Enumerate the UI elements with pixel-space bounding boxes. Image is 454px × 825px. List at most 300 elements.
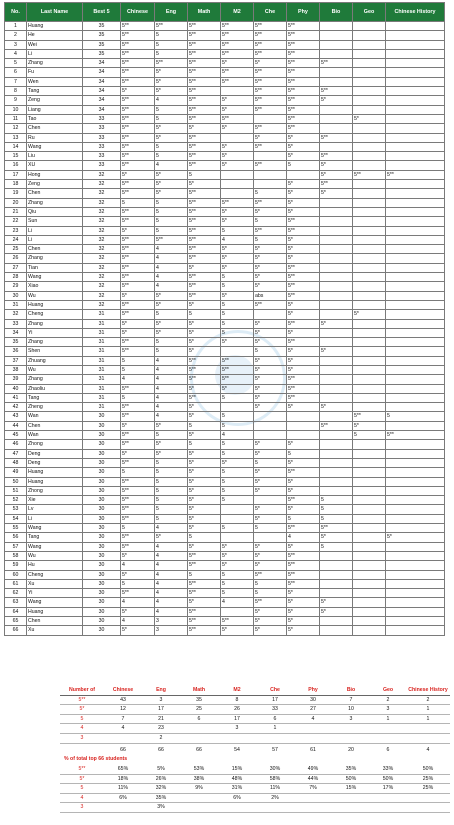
grade-cell: 5: [221, 300, 254, 309]
grade-cell: 5: [155, 152, 188, 161]
grade-cell: 5**: [121, 96, 155, 105]
grade-cell: 5**: [155, 59, 188, 68]
grade-cell: 5**: [287, 496, 320, 505]
grade-cell: [353, 124, 386, 133]
table-row: [5, 40, 445, 49]
grade-cell: [320, 105, 353, 114]
grade-count: [370, 724, 406, 734]
grade-count: [370, 733, 406, 743]
student-name: Deng: [27, 449, 83, 458]
grade-cell: 5*: [188, 338, 221, 347]
grade-cell: 5*: [254, 617, 287, 626]
grade-cell: 30: [83, 607, 121, 616]
grade-cell: 32: [83, 226, 121, 235]
grade-cell: [386, 291, 445, 300]
grade-cell: 5: [155, 105, 188, 114]
summary-header: Number of: [60, 686, 104, 695]
grade-cell: [320, 273, 353, 282]
grade-cell: [386, 68, 445, 77]
grade-cell: 5*: [254, 384, 287, 393]
grade-cell: [320, 245, 353, 254]
grade-cell: 5*: [188, 468, 221, 477]
student-name: Zhang: [27, 254, 83, 263]
grade-cell: 5**: [188, 365, 221, 374]
row-number: 40: [5, 384, 27, 393]
grade-cell: 35: [83, 40, 121, 49]
grade-cell: 5**: [287, 579, 320, 588]
grade-percent: 30%: [256, 765, 294, 774]
grade-cell: 5*: [188, 496, 221, 505]
grade-cell: 5**: [121, 40, 155, 49]
row-number: 17: [5, 170, 27, 179]
grade-percent: 50%: [370, 774, 406, 784]
grade-cell: [353, 226, 386, 235]
grade-count: 30: [294, 695, 332, 705]
grade-cell: 5: [287, 161, 320, 170]
student-name: Tang: [27, 533, 83, 542]
grade-cell: 4: [155, 161, 188, 170]
grade-cell: [386, 300, 445, 309]
grade-cell: [386, 607, 445, 616]
grade-cell: 33: [83, 152, 121, 161]
student-name: Chen: [27, 421, 83, 430]
grade-cell: abs: [254, 291, 287, 300]
row-number: 41: [5, 393, 27, 402]
grade-cell: 4: [121, 617, 155, 626]
grade-cell: [353, 217, 386, 226]
grade-cell: [386, 198, 445, 207]
grade-percent: 17%: [370, 784, 406, 794]
row-number: 63: [5, 598, 27, 607]
grade-cell: [320, 22, 353, 31]
row-number: 32: [5, 310, 27, 319]
column-header: Phy: [287, 3, 320, 22]
grade-cell: 5**: [287, 291, 320, 300]
grade-cell: 5: [254, 235, 287, 244]
summary-row: [60, 714, 450, 724]
grade-cell: 5: [121, 393, 155, 402]
table-row: [5, 449, 445, 458]
grade-cell: [353, 180, 386, 189]
grade-cell: 4: [155, 542, 188, 551]
grade-cell: [353, 533, 386, 542]
grade-cell: [386, 403, 445, 412]
grade-cell: [386, 589, 445, 598]
grade-cell: 5**: [320, 133, 353, 142]
grade-cell: 5**: [188, 49, 221, 58]
row-number: 15: [5, 152, 27, 161]
grade-cell: 5**: [254, 31, 287, 40]
total-count: 66: [158, 746, 164, 753]
student-name: Li: [27, 514, 83, 523]
student-name: Zhang: [27, 59, 83, 68]
grade-cell: [386, 598, 445, 607]
row-number: 47: [5, 449, 27, 458]
table-row: [5, 403, 445, 412]
grade-cell: 5*: [254, 263, 287, 272]
grade-cell: [386, 217, 445, 226]
grade-cell: 5*: [188, 124, 221, 133]
grade-cell: [353, 486, 386, 495]
grade-cell: 33: [83, 114, 121, 123]
grade-count: 8: [218, 695, 256, 705]
table-row: [5, 68, 445, 77]
grade-cell: 5**: [287, 282, 320, 291]
grade-cell: [353, 496, 386, 505]
grade-cell: 5*: [386, 533, 445, 542]
summary-row: [60, 695, 450, 705]
grade-cell: 5**: [287, 77, 320, 86]
grade-cell: 5: [155, 468, 188, 477]
grade-cell: 5: [121, 365, 155, 374]
grade-cell: 5**: [121, 77, 155, 86]
grade-cell: 5*: [287, 356, 320, 365]
grade-cell: 5**: [287, 49, 320, 58]
grade-cell: [353, 598, 386, 607]
student-name: Wu: [27, 551, 83, 560]
grade-cell: 5**: [188, 561, 221, 570]
grade-cell: [320, 561, 353, 570]
grade-cell: 32: [83, 273, 121, 282]
total-count: 66: [120, 746, 126, 753]
grade-label: 5**: [60, 695, 104, 705]
grade-cell: 5**: [121, 161, 155, 170]
grade-cell: 5: [155, 226, 188, 235]
grade-cell: 5*: [254, 468, 287, 477]
grade-cell: 5: [121, 579, 155, 588]
row-number: 1: [5, 22, 27, 31]
grade-cell: [320, 226, 353, 235]
grade-cell: 5**: [287, 551, 320, 560]
grade-cell: 5**: [353, 170, 386, 179]
grade-cell: 5*: [254, 440, 287, 449]
student-name: Li: [27, 235, 83, 244]
grade-cell: 4: [155, 254, 188, 263]
grade-cell: 5**: [188, 235, 221, 244]
grade-cell: [386, 338, 445, 347]
grade-cell: 4: [155, 356, 188, 365]
grade-percent: [332, 803, 370, 813]
grade-cell: [386, 375, 445, 384]
grade-cell: 5**: [188, 589, 221, 598]
grade-cell: 5**: [155, 235, 188, 244]
grade-cell: 5: [155, 496, 188, 505]
grade-cell: 30: [83, 505, 121, 514]
total-count: 20: [348, 746, 354, 753]
grade-cell: 5**: [121, 412, 155, 421]
grade-percent: [370, 803, 406, 813]
grade-cell: 32: [83, 235, 121, 244]
student-name: Cheng: [27, 570, 83, 579]
grade-cell: 5**: [188, 142, 221, 151]
grade-cell: [320, 589, 353, 598]
grade-cell: 5**: [121, 133, 155, 142]
grade-cell: [386, 77, 445, 86]
table-row: [5, 217, 445, 226]
grade-cell: 3: [155, 617, 188, 626]
grade-cell: 5: [221, 226, 254, 235]
row-number: 26: [5, 254, 27, 263]
summary-header: Bio: [332, 686, 370, 695]
grade-count: 2: [406, 695, 450, 705]
grade-cell: 30: [83, 449, 121, 458]
table-row: [5, 561, 445, 570]
grade-cell: 5*: [221, 105, 254, 114]
student-name: Wan: [27, 412, 83, 421]
table-row: [5, 393, 445, 402]
grade-cell: 5*: [254, 393, 287, 402]
grade-cell: 5**: [188, 59, 221, 68]
grade-cell: 5**: [287, 31, 320, 40]
grade-cell: 32: [83, 198, 121, 207]
grade-count: 3: [218, 724, 256, 734]
grade-cell: 34: [83, 105, 121, 114]
row-number: 66: [5, 626, 27, 635]
grade-cell: 5*: [254, 328, 287, 337]
student-name: Zhaoliu: [27, 384, 83, 393]
grade-count: 25: [180, 705, 218, 715]
grade-cell: 5: [155, 40, 188, 49]
grade-label: 5*: [60, 774, 104, 784]
percent-row: [60, 784, 450, 794]
grade-cell: 5: [320, 496, 353, 505]
grade-cell: [386, 142, 445, 151]
grade-cell: 5*: [254, 403, 287, 412]
percent-row: [60, 803, 450, 813]
grade-cell: 34: [83, 68, 121, 77]
table-row: [5, 114, 445, 123]
grade-cell: [320, 31, 353, 40]
grade-cell: 30: [83, 626, 121, 635]
row-number: 11: [5, 114, 27, 123]
student-name: Xie: [27, 496, 83, 505]
row-number: 28: [5, 273, 27, 282]
grade-cell: [320, 626, 353, 635]
table-row: [5, 338, 445, 347]
grade-cell: [353, 189, 386, 198]
grade-cell: 5: [155, 347, 188, 356]
grade-cell: 5**: [287, 524, 320, 533]
student-name: Qiu: [27, 207, 83, 216]
student-name: Huang: [27, 607, 83, 616]
grade-cell: [254, 431, 287, 440]
grade-cell: 5**: [188, 207, 221, 216]
grade-cell: 4: [287, 533, 320, 542]
grade-cell: 31: [83, 328, 121, 337]
grade-cell: [320, 440, 353, 449]
grade-percent: 15%: [218, 765, 256, 774]
grade-cell: 5: [155, 338, 188, 347]
row-number: 46: [5, 440, 27, 449]
grade-cell: [353, 105, 386, 114]
grade-cell: 5**: [287, 273, 320, 282]
grade-cell: 5**: [121, 142, 155, 151]
grade-cell: 30: [83, 421, 121, 430]
grade-cell: [386, 105, 445, 114]
total-count: 61: [310, 746, 316, 753]
grade-cell: 5*: [121, 551, 155, 560]
grade-cell: 5*: [254, 514, 287, 523]
grade-cell: [353, 282, 386, 291]
row-number: 7: [5, 77, 27, 86]
row-number: 6: [5, 68, 27, 77]
grade-count: [406, 724, 450, 734]
grade-cell: 5: [188, 421, 221, 430]
grade-percent: 35%: [332, 765, 370, 774]
grade-cell: 5*: [188, 542, 221, 551]
grade-percent: 9%: [180, 784, 218, 794]
table-row: [5, 235, 445, 244]
grade-cell: 5**: [188, 607, 221, 616]
table-row: [5, 421, 445, 430]
student-name: Wan: [27, 431, 83, 440]
grade-count: 3: [142, 695, 180, 705]
grade-cell: 31: [83, 375, 121, 384]
grade-cell: 5**: [121, 338, 155, 347]
grade-cell: 5**: [121, 310, 155, 319]
grade-cell: 4: [155, 282, 188, 291]
table-row: [5, 626, 445, 635]
table-row: [5, 524, 445, 533]
grade-cell: 5*: [121, 319, 155, 328]
student-name: Tao: [27, 114, 83, 123]
grade-cell: [386, 245, 445, 254]
grade-cell: 5**: [221, 617, 254, 626]
row-number: 24: [5, 235, 27, 244]
grade-cell: 5*: [188, 458, 221, 467]
summary-header: Chinese History: [406, 686, 450, 695]
grade-cell: [287, 170, 320, 179]
grade-cell: 5*: [188, 180, 221, 189]
table-row: [5, 273, 445, 282]
grade-cell: 32: [83, 217, 121, 226]
grade-cell: 5**: [287, 226, 320, 235]
grade-cell: 5*: [188, 505, 221, 514]
grade-cell: 5**: [121, 347, 155, 356]
grade-count: 1: [406, 714, 450, 724]
grade-cell: 5*: [353, 114, 386, 123]
grade-cell: [353, 617, 386, 626]
grade-cell: 30: [83, 551, 121, 560]
grade-cell: 5: [386, 412, 445, 421]
grade-percent: 58%: [256, 774, 294, 784]
student-name: Wang: [27, 524, 83, 533]
grade-cell: 31: [83, 338, 121, 347]
grade-cell: [320, 477, 353, 486]
student-name: Chen: [27, 617, 83, 626]
grade-cell: 5: [121, 524, 155, 533]
table-row: [5, 412, 445, 421]
summary-header: M2: [218, 686, 256, 695]
grade-cell: [221, 87, 254, 96]
percent-row: [60, 774, 450, 784]
grade-count: [180, 733, 218, 743]
student-name: Chen: [27, 245, 83, 254]
grade-cell: 5**: [188, 282, 221, 291]
grade-cell: 5*: [320, 96, 353, 105]
grade-cell: [353, 263, 386, 272]
table-row: [5, 105, 445, 114]
grade-cell: 5**: [254, 40, 287, 49]
grade-cell: 5*: [254, 626, 287, 635]
grade-cell: [320, 551, 353, 560]
student-name: Wu: [27, 365, 83, 374]
student-name: Zeng: [27, 96, 83, 105]
student-name: Wang: [27, 598, 83, 607]
grade-cell: 5**: [221, 31, 254, 40]
grade-cell: 5*: [188, 514, 221, 523]
grade-cell: 5**: [287, 338, 320, 347]
grade-percent-table: [60, 765, 450, 813]
grade-cell: 5**: [287, 105, 320, 114]
results-table-header: [5, 3, 445, 22]
grade-cell: 5**: [221, 375, 254, 384]
grade-cell: 5**: [254, 22, 287, 31]
total-count: 54: [234, 746, 240, 753]
grade-cell: 5**: [121, 514, 155, 523]
grade-cell: [221, 533, 254, 542]
grade-cell: 5**: [121, 217, 155, 226]
grade-cell: 4: [155, 263, 188, 272]
student-name: Zhang: [27, 198, 83, 207]
grade-cell: 5**: [221, 77, 254, 86]
row-number: 20: [5, 198, 27, 207]
grade-cell: [353, 328, 386, 337]
table-row: [5, 579, 445, 588]
grade-percent: 44%: [294, 774, 332, 784]
grade-cell: 33: [83, 142, 121, 151]
student-name: Sun: [27, 217, 83, 226]
grade-cell: [320, 114, 353, 123]
grade-label: 5**: [60, 765, 104, 774]
table-row: [5, 77, 445, 86]
total-count: 6: [386, 746, 390, 753]
student-name: Wang: [27, 273, 83, 282]
column-header: Bio: [320, 3, 353, 22]
grade-cell: 30: [83, 486, 121, 495]
grade-cell: 4: [155, 579, 188, 588]
grade-cell: 5**: [121, 589, 155, 598]
grade-percent: [218, 803, 256, 813]
student-name: Wei: [27, 40, 83, 49]
grade-cell: 5*: [254, 486, 287, 495]
grade-cell: [353, 291, 386, 300]
grade-cell: 5*: [320, 403, 353, 412]
grade-cell: 5: [221, 570, 254, 579]
student-name: XU: [27, 161, 83, 170]
grade-count: 12: [104, 705, 142, 715]
grade-percent: 5%: [142, 765, 180, 774]
table-row: [5, 440, 445, 449]
table-row: [5, 22, 445, 31]
grade-count: 7: [332, 695, 370, 705]
grade-count: 23: [142, 724, 180, 734]
grade-cell: [386, 254, 445, 263]
grade-cell: [386, 496, 445, 505]
grade-cell: 5*: [320, 347, 353, 356]
grade-cell: 31: [83, 319, 121, 328]
table-row: [5, 170, 445, 179]
grade-cell: 5: [155, 31, 188, 40]
grade-cell: 5**: [386, 431, 445, 440]
grade-cell: [386, 347, 445, 356]
grade-cell: 5*: [287, 542, 320, 551]
grade-percent: 53%: [180, 765, 218, 774]
table-row: [5, 87, 445, 96]
grade-cell: 35: [83, 31, 121, 40]
row-number: 62: [5, 589, 27, 598]
student-name: Fu: [27, 68, 83, 77]
